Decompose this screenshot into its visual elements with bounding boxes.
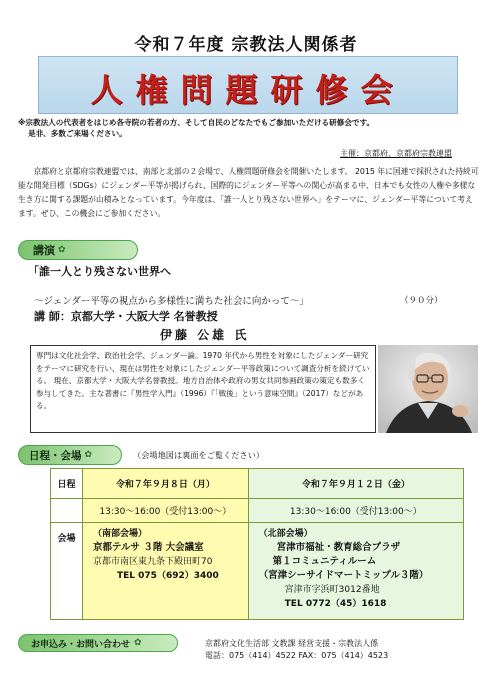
north-venue-name1: 宮津市福祉・教育総合プラザ [276, 542, 401, 553]
north-time: 13:30～16:00（受付13:00～） [248, 499, 463, 523]
north-venue [248, 523, 463, 620]
south-venue-name: 京都テルサ ３階 大会議室 [93, 542, 204, 553]
lecture-duration: （９０分） [400, 296, 443, 306]
north-date: 令和７年９月１２日（金） [248, 469, 463, 499]
time-row [51, 499, 464, 523]
contact-section-text: お申込み・お問い合わせ [31, 639, 131, 650]
lecturer-photo [378, 345, 478, 433]
schedule-section-text: 日程・会場 [29, 449, 82, 462]
map-note: （会場地図は裏面をご覧ください） [133, 450, 265, 460]
contact-phone: 電話：075（414）4522 FAX：075（414）4523 [205, 651, 389, 660]
north-venue-name3: （宮津シーサイドマートミップル３階） [258, 570, 429, 581]
lecturer-name: 伊藤 公雄 氏 [160, 328, 250, 342]
contact-section-label [18, 634, 178, 652]
event-subtitle: 令和７年度 宗教法人関係者 [134, 35, 358, 55]
north-venue-name2: 第１コミュニティルーム [272, 556, 377, 567]
north-address: 宮津市字浜町3012番地 [284, 585, 380, 595]
organizer: 主催：京都府、京都府宗教連盟 [340, 149, 452, 158]
north-tel: TEL 0772（45）1618 [284, 599, 387, 609]
south-date: 令和７年９月８日（月） [83, 469, 249, 499]
intro-paragraph: 京都府と京都府宗教連盟では、南部と北部の２会場で、人権問題研修会を開催いたします。 2015 年に国連で採択された持続可能な開発目標（SDGs）にジェンダー平等が掲げられ、国際的にジェンダー平等への関心が高まる中、日本でも女性の人権や多様な生き方に関する課題が山積みとなっています。今年度は、「誰一人とり残さない世界へ」をテーマに、ジェンダー平等について考えます。ぜひ、この機会にご参加ください。 [18, 167, 479, 218]
lecturer-affiliation: 講 師：京都大学・大阪大学 名誉教授 [34, 310, 218, 323]
audience-note [18, 117, 488, 139]
contact-info [205, 638, 388, 662]
schedule-section-label [18, 445, 122, 465]
contact-department: 京都府文化生活部 文教課 経営支援・宗教法人係 [205, 639, 379, 648]
lecturer-bio: 専門は文化社会学、政治社会学、ジェンダー論。1970 年代から男性を対象にしたジェンダー研究をテーマに研究を行い、現在は男性を対象にしたジェンダー平等政策について調査分析を続けている。 現在、京都大学・大阪大学名誉教授。地方自治体や政府の男女共同参画政策の策定も数多く参与してきた。主な著書に『男性学入門』（1996）『「戦後」という意味空間』（2017）などがある。 [30, 345, 376, 433]
lecture-section-text: 講演 [33, 244, 55, 257]
event-title: 人権問題研修会 [90, 71, 406, 109]
south-area: （南部会場） [93, 529, 148, 539]
audience-note-line1: ※宗教法人の代表者をはじめ各寺院の若者の方、そして自民のどなたでもご参加いただける研修会です。 [18, 118, 375, 127]
south-address: 京都市南区東九条下殿田町70 [93, 557, 213, 567]
north-area: （北部会場） [258, 529, 313, 539]
south-tel: TEL 075（692）3400 [117, 571, 219, 581]
sparkle-icon: ✿ [134, 638, 142, 648]
title-banner [38, 56, 458, 114]
date-row-label: 日程 [51, 469, 83, 499]
lecture-subtitle: ～ジェンダー平等の視点から多様性に満ちた社会に向かって～」 [34, 296, 309, 307]
schedule-table [50, 468, 464, 620]
sparkle-icon: ✿ [58, 245, 66, 255]
venue-row [51, 523, 464, 620]
lecture-title: 「誰一人とり残さない世界へ [28, 265, 171, 278]
south-time: 13:30～16:00（受付13:00～） [83, 499, 249, 523]
audience-note-line2: 是非、多数ご来場ください。 [28, 129, 127, 138]
lecture-section-label [18, 240, 138, 260]
sparkle-icon: ✿ [84, 450, 93, 460]
venue-row-label: 会場 [51, 523, 83, 620]
date-row [51, 469, 464, 499]
south-venue [83, 523, 249, 620]
